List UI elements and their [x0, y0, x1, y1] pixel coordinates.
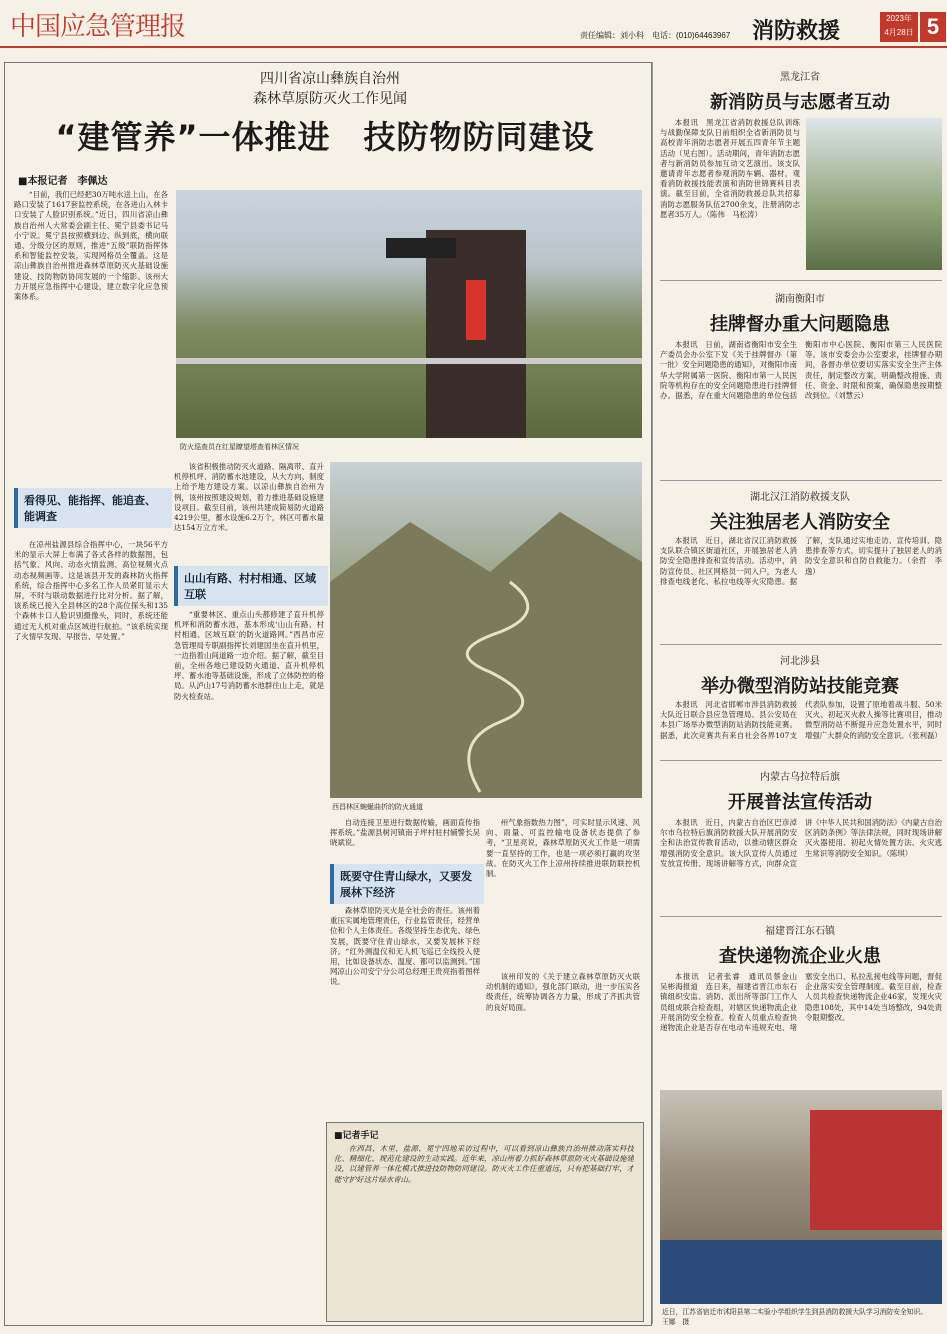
subhead-1: 看得见、能指挥、能追查、能调查 — [14, 488, 172, 528]
article-col2b: “重要林区、重点山头都修建了直升机停机坪和消防蓄水池，基本形成‘山山有路、村村相通、区域互联’的防火道路网。”西昌市应急管理局专职副指挥长刘建国坐在直升机里，一边指着山间道路一边介绍。据了解，截至目前，全州各地已建设防火通道、直升机停机坪、蓄水池等基础设施，形成了立体防控的格局。从泸山17号消防蓄水池群往山上走，就是防火检查站。 — [174, 610, 324, 701]
notes-title: ■记者手记 — [334, 1131, 379, 1141]
article-col3: 自动连接卫星进行数据传输，画面直传指挥系统。”盐源县树河镇南子坪村驻村辅警长吴晓斌说。 — [330, 818, 480, 848]
a2-region: 湖南衡阳市 — [775, 294, 825, 305]
a3-headline: 关注独居老人消防安全 — [710, 512, 890, 533]
divider-3 — [660, 644, 942, 645]
armband-icon — [466, 280, 486, 340]
a6-headline: 查快递物流企业火患 — [719, 946, 881, 967]
notes-text: 在西昌、木里、盐源、冕宁四地采访过程中，可以看到凉山彝族自治州推动落实科技化、精细化、规范化建设的生动实践。近年来，凉山州着力抓好森林草原防灭火基础设施建设，以建管养一体化模式推进技防物防同建设。防灭火工作任重道远，只有把基础打牢，才能守护好这片绿水青山。 — [334, 1144, 634, 1184]
a1-headline: 新消防员与志愿者互动 — [710, 92, 890, 113]
a1-region: 黑龙江省 — [780, 72, 820, 83]
section-title: 消防救援 — [752, 19, 841, 44]
article-col1b: 在凉州盐源县综合指挥中心，一块56平方米的显示大屏上布满了各式各样的数据图，包括气象、风向、动态火情监测、高位视频火点动态视频画等。这是该县开发的森林防火指挥系统，综合指挥中心多名工作人员紧盯显示大屏，不时与联动数据进行比对分析。据了解，该系统已接入全县林区的28个高位探头和135个森林卡口人脸识别摄像头，同时，系统还能通过无人机对重点区域进行航拍。“该系统实现了火情早发现、早报告、早处置。” — [14, 540, 168, 641]
column-divider — [652, 62, 653, 1324]
a4-region: 河北涉县 — [780, 656, 820, 667]
binoculars-icon — [386, 238, 456, 258]
a3-text: 本报讯 近日，湖北省汉江消防救援支队联合镇区街道社区，开展独居老人消防安全隐患排查和宣传活动。活动中，消防宣传员、社区网格员一同入户，为老人排查电线老化、私拉电线等火灾隐患。据了解，支队通过实地走访、宣传培训、隐患排查等方式，切实提升了独居老人的消防安全意识和自防自救能力。（余哲 李逸） — [660, 536, 942, 586]
a2-text: 本报讯 日前，湖南省衡阳市安全生产委员会办公室下发《关于挂牌督办（第一批）安全问题隐患的通知》，对衡阳市南华大学附属第一医院、衡阳市第一人民医院等机构存在的安全问题隐患进行挂牌督办。据悉，存在重大问题隐患的单位包括衡阳市中心医院、衡阳市第三人民医院等。该市安委会办公室要求，挂牌督办期间，各督办单位要切实落实安全生产主体责任，制定整改方案，明确整改措施、责任、资金、时限和预案，确保隐患按期整改到位。（刘慧云） — [660, 340, 942, 401]
mountain-road-illustration — [330, 462, 642, 798]
photo-fire-road — [330, 462, 642, 798]
mountain-shape — [330, 512, 642, 798]
a4-text: 本报讯 河北省邯郸市涉县消防救援大队近日联合县应急管理局、县公安局在本县广场举办微型消防站消防技能竞赛。据悉，此次竞赛共有来自社会各界107支代表队参加，设置了原地着战斗服、50米灭火、初起灭火救人操等比赛项目，推动微型消防站不断提升应急处置水平，同时增强广大群众的消防安全意识。（张利磊） — [660, 700, 942, 740]
main-headline: “建管养”一体推进 技防物防同建设 — [55, 118, 595, 156]
article-col4b: 该州印发的《关于建立森林草原防灭火联动机制的通知》，强化部门联动，进一步压实各级责任，统筹协调各方力量，形成了齐抓共管的良好局面。 — [486, 972, 640, 1012]
photo2-caption: 西昌林区蜿蜒曲折的防火通道 — [332, 803, 423, 811]
page-number: 5 — [920, 12, 946, 42]
subhead-3: 既要守住青山绿水，又要发展林下经济 — [330, 864, 484, 904]
a5-text: 本报讯 近日，内蒙古自治区巴彦淖尔市乌拉特后旗消防救援大队开展消防安全和法治宣传教育活动，以推动辖区群众增强消防安全意识。该大队宣传人员通过发放宣传册、现场讲解等方式，向群众宣讲《中华人民共和国消防法》《内蒙古自治区消防条例》等法律法规，同时现场讲解灭火器使用、初起火情处置方法、火灾逃生常识等消防安全知识。（陈琪） — [660, 818, 942, 868]
divider-1 — [660, 280, 942, 281]
kicker-region: 四川省凉山彝族自治州 — [260, 71, 400, 87]
subhead-2: 山山有路、村村相通、区域互联 — [174, 566, 328, 606]
article-col1: “目前，我们已经把30万吨水送上山，在各路口安装了1617套监控系统，在各进山入林卡口安装了人脸识别系统。”近日，四川省凉山彝族自治州人大常委会副主任、冕宁县委书记马小宁说。冕宁县按照横到边、纵到底，横向联通、分级分区的原则，推进“五级”联防指挥体系和智能监控安装，实现网格员全覆盖。这是凉山彝族自治州推进森林草原防灭火基础设施建设、技防物防协同发展的一个缩影。该州大力开展应急指挥中心建设，建立数字化应急预案体系。 — [14, 190, 168, 302]
watchtower-illustration — [176, 190, 642, 438]
newspaper-logo: 中国应急管理报 — [10, 12, 186, 42]
a1-photo — [806, 118, 942, 270]
date-day: 4月28日 — [884, 28, 914, 37]
date-box — [880, 12, 918, 42]
kicker-topic: 森林草原防灭火工作见闻 — [253, 91, 407, 107]
a6-caption: 近日，江苏省宿迁市沭阳县第二实验小学组织学生到县消防救援大队学习消防安全知识。 王娜 摄 — [662, 1308, 938, 1326]
a3-region: 湖北汉江消防救援支队 — [750, 492, 850, 503]
fire-truck-shape — [810, 1110, 942, 1230]
a5-region: 内蒙古乌拉特后旗 — [760, 772, 840, 783]
a4-headline: 举办微型消防站技能竞赛 — [701, 676, 899, 697]
editor-info: 责任编辑：刘小科 电话：(010)64463967 — [580, 31, 731, 40]
divider-5 — [660, 916, 942, 917]
a6-text: 本报讯 记者张睿 通讯员蔡金山 吴彬海报道 连日来，福建省晋江市东石镇组织安监、消防、派出所等部门工作人员组成联合检查组，对辖区快递物流企业开展消防安全检查。检查人员重点检查快递物流企业是否存在电动车违规充电、堵塞安全出口、私拉乱接电线等问题，督促企业落实安全管理制度。截至目前，检查人员共检查快递物流企业46家，发现火灾隐患108处，其中14处当场整改，94处责令限期整改。 — [660, 972, 942, 1033]
a6-photo — [660, 1090, 942, 1304]
a2-headline: 挂牌督办重大问题隐患 — [710, 314, 890, 335]
article-col3b: 森林草原防灭火是全社会的责任。该州着重压实属地管理责任，行业监管责任，经营单位和个人主体责任。各级坚持生态优先、绿色发展，既要守住青山绿水，又要发展林下经济。“红外测温仪和无人机飞巡已全线投入使用，比如设备状态、温度、都可以监测到。”国网凉山公司安宁分公司总经理王贵亮指着图样说。 — [330, 906, 480, 987]
article-col2: 该省积极推动防灭火道路、隔离带、直升机停机坪、消防蓄水池建设，从大方向、制度上给予地方建设方案。以凉山彝族自治州为例，该州按照建设规划，着力推进基础设施建设项目。截至目前，该州共建成简易防火道路4219公里，蓄水设施6.2万个，林区可蓄水量达154万立方米。 — [174, 462, 324, 533]
divider-2 — [660, 480, 942, 481]
railing — [176, 358, 642, 364]
divider-4 — [660, 760, 942, 761]
students-group-shape — [660, 1240, 942, 1304]
students-illustration — [660, 1090, 942, 1304]
date-year: 2023年 — [886, 14, 912, 23]
byline: ■本报记者 李佩达 — [18, 176, 108, 187]
photo1-caption: 防火巡查员在红星瞭望塔查看林区情况 — [180, 443, 299, 451]
article-col4: 州气象指数热力图”，可实时显示风速、风向、雨量、可监控输电设备状态提供了参考，“卫星亮说，森林草原防灭火工作是一项需要一直坚持的工作，也是一项必须打赢的攻坚战。在防灭火工作上凉州持续推进联防联控机制。 — [486, 818, 640, 879]
photo-watchtower — [176, 190, 642, 438]
a5-headline: 开展普法宣传活动 — [728, 792, 872, 813]
a1-text: 本报讯 黑龙江省消防救援总队训练与战勤保障支队日前组织全省新消防员与高校青年消防志愿者开展五四青年节主题活动（见右图）。活动期间，青年消防志愿者与新消防员参加互动文艺演出。该支队邀请青年志愿者参观消防车辆、器材，观看消防救援技能表演和消防世锦赛科目表演。截至目前，全省消防救援总队共招募消防志愿服务队伍2700余支，注册消防志愿者35万人。（陈伟 马松涛） — [660, 118, 800, 219]
a6-region: 福建晋江东石镇 — [765, 926, 835, 937]
